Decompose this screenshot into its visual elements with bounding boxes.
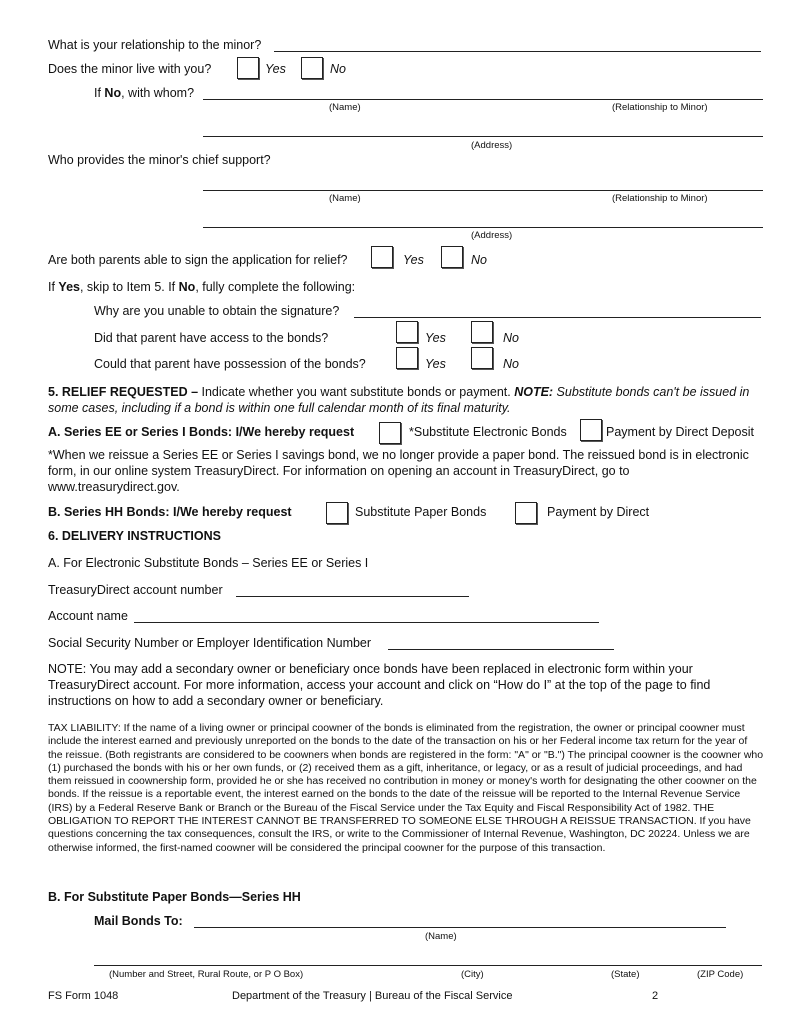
chief-support-address-line[interactable] <box>203 227 763 228</box>
live-with-no-checkbox[interactable] <box>301 57 323 79</box>
ssn-input-line[interactable] <box>388 649 614 650</box>
payment-direct-label: Payment by Direct <box>547 505 650 519</box>
possession-yes-checkbox[interactable] <box>396 347 418 369</box>
direct-deposit-checkbox[interactable] <box>580 419 602 441</box>
chief-support-name-caption: (Name) <box>329 193 361 204</box>
with-whom-address-caption: (Address) <box>471 140 513 151</box>
secondary-owner-note: NOTE: You may add a secondary owner or beneficiary once bonds have been replaced in electronic form within your TreasuryDirect account. For more information, access your account and click on “How do I” at the top of the page to find instructions on how to add a secondary owner or beneficiary. <box>48 662 711 708</box>
series-ee-label: A. Series EE or Series I Bonds: I/We hereby request <box>48 425 355 439</box>
parents-no-checkbox[interactable] <box>441 246 463 268</box>
account-number-label: TreasuryDirect account number <box>48 583 223 597</box>
live-with-question: Does the minor live with you? <box>48 62 212 76</box>
state-caption: (State) <box>611 969 640 980</box>
why-unable-input-line[interactable] <box>354 317 761 318</box>
reissue-note: *When we reissue a Series EE or Series I savings bond, we no longer provide a paper bond. The reissued bond is in electronic form, in our online system TreasuryDirect. For information on opening an account in TreasuryDirect, go to www.treasurydirect.gov. <box>48 448 749 494</box>
chief-support-relationship-caption: (Relationship to Minor) <box>612 193 708 204</box>
direct-deposit-label: Payment by Direct Deposit <box>606 425 754 439</box>
city-caption: (City) <box>461 969 484 980</box>
account-number-input-line[interactable] <box>236 596 469 597</box>
street-caption: (Number and Street, Rural Route, or P O Box) <box>109 969 304 980</box>
payment-direct-checkbox[interactable] <box>515 502 537 524</box>
paper-bonds-heading: B. For Substitute Paper Bonds—Series HH <box>48 890 301 904</box>
section-5-heading: 5. RELIEF REQUESTED – <box>48 385 199 399</box>
possession-question: Could that parent have possession of the bonds? <box>94 357 366 371</box>
parents-yes-label: Yes <box>403 253 424 267</box>
parents-question: Are both parents able to sign the application for relief? <box>48 253 348 267</box>
parents-no-label: No <box>471 253 487 267</box>
access-yes-label: Yes <box>425 331 446 345</box>
parents-yes-checkbox[interactable] <box>371 246 393 268</box>
zip-caption: (ZIP Code) <box>697 969 744 980</box>
footer-form-number: FS Form 1048 <box>48 990 119 1002</box>
access-question: Did that parent have access to the bonds? <box>94 331 329 345</box>
substitute-paper-label: Substitute Paper Bonds <box>355 505 487 519</box>
substitute-paper-checkbox[interactable] <box>326 502 348 524</box>
chief-support-address-caption: (Address) <box>471 230 513 241</box>
live-with-yes-checkbox[interactable] <box>237 57 259 79</box>
possession-yes-label: Yes <box>425 357 446 371</box>
section-6-heading: 6. DELIVERY INSTRUCTIONS <box>48 529 221 543</box>
chief-support-input-line[interactable] <box>203 190 763 191</box>
mail-name-input-line[interactable] <box>194 927 726 928</box>
relationship-question: What is your relationship to the minor? <box>48 38 262 52</box>
mail-address-input-line[interactable] <box>94 965 762 966</box>
live-with-yes-label: Yes <box>265 62 286 76</box>
with-whom-address-line[interactable] <box>203 136 763 137</box>
relationship-input-line[interactable] <box>274 51 761 52</box>
access-yes-checkbox[interactable] <box>396 321 418 343</box>
section-5-intro: 5. RELIEF REQUESTED – Indicate whether you want substitute bonds or payment. NOTE: Substitute bonds can't be issued in some cases, including if a bond is within one full calendar month of its final maturity. <box>48 385 750 415</box>
possession-no-checkbox[interactable] <box>471 347 493 369</box>
why-unable-question: Why are you unable to obtain the signature? <box>94 304 340 318</box>
chief-support-question: Who provides the minor's chief support? <box>48 153 271 167</box>
access-no-label: No <box>503 331 519 345</box>
with-whom-input-line[interactable] <box>203 99 763 100</box>
mail-bonds-label: Mail Bonds To: <box>94 914 183 928</box>
live-with-no-label: No <box>330 62 346 76</box>
tax-liability-text: TAX LIABILITY: If the name of a living owner or principal coowner of the bonds is eliminated from the registration, the owner or principal coowner must include the interest earned and previously unreported on the bonds to the date of the transaction on his or her Federal income tax return for the year of the reissue. (Both registrants are considered to be coowners when bonds are registered in the form: "A" or "B.") The principal coowner is the coowner who (1) purchased the bonds with his or her own funds, or (2) received them as a gift, inheritance, or legacy, or as a result of judicial proceedings, and had them reissued in coownership form, provided he or she has received no contribution in money or money's worth for designating the other coowner on the bonds. If the reissue is a reportable event, the interest earned on the bonds to the date of the reissue will be reported to the Internal Revenue Service (IRS) by a Federal Reserve Bank or Branch or the Bureau of the Fiscal Service under the Tax Equity and Fiscal Responsibility Act of 1982. THE OBLIGATION TO REPORT THE INTEREST CANNOT BE TRANSFERRED TO SOMEONE ELSE THROUGH A REISSUE TRANSACTION. If you have questions concerning the tax consequences, consult the IRS, or write to the Commissioner of Internal Revenue, Washington, DC 20224. Unless we are otherwise informed, the first-named coowner will be considered the principal coowner for the purpose of this transaction. <box>48 722 764 854</box>
with-whom-relationship-caption: (Relationship to Minor) <box>612 102 708 113</box>
possession-no-label: No <box>503 357 519 371</box>
mail-name-caption: (Name) <box>425 931 457 942</box>
account-name-input-line[interactable] <box>134 622 599 623</box>
if-yes-instruction: If Yes, skip to Item 5. If No, fully complete the following: <box>48 280 356 294</box>
substitute-electronic-checkbox[interactable] <box>379 422 401 444</box>
series-hh-label: B. Series HH Bonds: I/We hereby request <box>48 505 292 519</box>
with-whom-name-caption: (Name) <box>329 102 361 113</box>
account-name-label: Account name <box>48 609 128 623</box>
footer-department: Department of the Treasury | Bureau of the Fiscal Service <box>232 990 513 1002</box>
substitute-electronic-label: *Substitute Electronic Bonds <box>409 425 567 439</box>
footer-page-number: 2 <box>652 990 659 1002</box>
electronic-substitute-heading: A. For Electronic Substitute Bonds – Series EE or Series I <box>48 556 369 570</box>
access-no-checkbox[interactable] <box>471 321 493 343</box>
with-whom-label: If No, with whom? <box>94 86 195 100</box>
ssn-label: Social Security Number or Employer Identification Number <box>48 636 372 650</box>
